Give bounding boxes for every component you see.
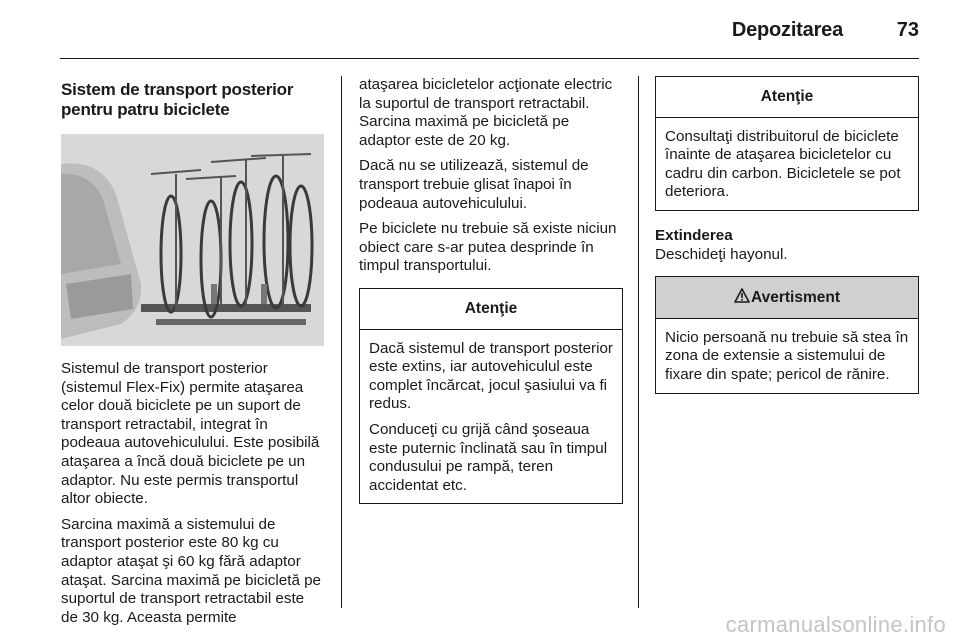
bike-carrier-photo bbox=[61, 134, 324, 346]
section-heading-line2: pentru patru biciclete bbox=[61, 100, 230, 119]
caution-body bbox=[656, 118, 918, 210]
warning-title: Avertisment bbox=[750, 289, 840, 307]
caution-title: Atenţie bbox=[656, 77, 918, 118]
warning-paragraph: Nicio persoană nu trebuie să stea în zona de extensie a sistemului de fixare din spate; pericol de rănire. bbox=[665, 328, 909, 383]
caution-paragraph: Conduceţi cu grijă când şoseaua este puternic înclinată sau în timpul condusului pe rampă, teren accidentat etc. bbox=[369, 420, 608, 494]
section-heading bbox=[61, 80, 325, 120]
subheading: Extinderea bbox=[655, 226, 733, 244]
column-2 bbox=[359, 76, 623, 504]
warning-header bbox=[656, 277, 918, 319]
section-heading-line1: Sistem de transport posterior bbox=[61, 80, 294, 99]
page-number: 73 bbox=[896, 19, 919, 41]
section-title: Depozitarea bbox=[731, 19, 843, 41]
warning-body bbox=[656, 319, 918, 393]
paragraph: Sistemul de transport posterior (sistemul Flex-Fix) permite ataşarea celor două biciclete pe un suport de transport retractabil, integrat în podeaua autovehiculului. Este posibilă ataşarea a încă două biciclete pe un adaptor. Nu este permis transportul altor obiecte. bbox=[61, 360, 320, 508]
caution-box bbox=[359, 288, 623, 504]
watermark: carmanualsonline.info bbox=[725, 612, 946, 637]
paragraph: Pe biciclete nu trebuie să existe niciun obiect care s-ar putea desprinde în timpul transportului. bbox=[359, 220, 617, 275]
column-1 bbox=[61, 76, 325, 634]
instruction: Deschideţi hayonul. bbox=[655, 245, 788, 263]
column-divider-right bbox=[638, 76, 639, 608]
caution-paragraph: Consultaţi distribuitorul de biciclete înainte de ataşarea bicicletelor cu cadru din carbon. Bicicletele se pot deteriora. bbox=[665, 127, 901, 201]
warning-box bbox=[655, 276, 919, 393]
caution-paragraph: Dacă sistemul de transport posterior este extins, iar autovehiculul este complet încărcat, jocul şasiului va fi redus. bbox=[369, 339, 613, 413]
column-3 bbox=[655, 76, 919, 394]
paragraph: Dacă nu se utilizează, sistemul de transport trebuie glisat înapoi în podeaua autovehiculului. bbox=[359, 157, 589, 212]
page-header bbox=[60, 0, 919, 59]
warning-triangle-icon bbox=[734, 288, 750, 303]
paragraph: Sarcina maximă a sistemului de transport posterior este 80 kg cu adaptor ataşat şi 60 kg fără adaptor ataşat. Sarcina maximă pe bicicletă pe suportul de transport retractabil este de 30 kg. Aceasta permite bbox=[61, 515, 322, 626]
caution-title: Atenţie bbox=[360, 289, 622, 330]
caution-box bbox=[655, 76, 919, 211]
bike-carrier-illustration bbox=[61, 134, 324, 346]
column-divider-left bbox=[341, 76, 342, 608]
paragraph: ataşarea bicicletelor acţionate electric la suportul de transport retractabil. Sarcina maximă pe bicicletă pe adaptor este de 20 kg. bbox=[359, 76, 613, 149]
caution-body bbox=[360, 330, 622, 504]
